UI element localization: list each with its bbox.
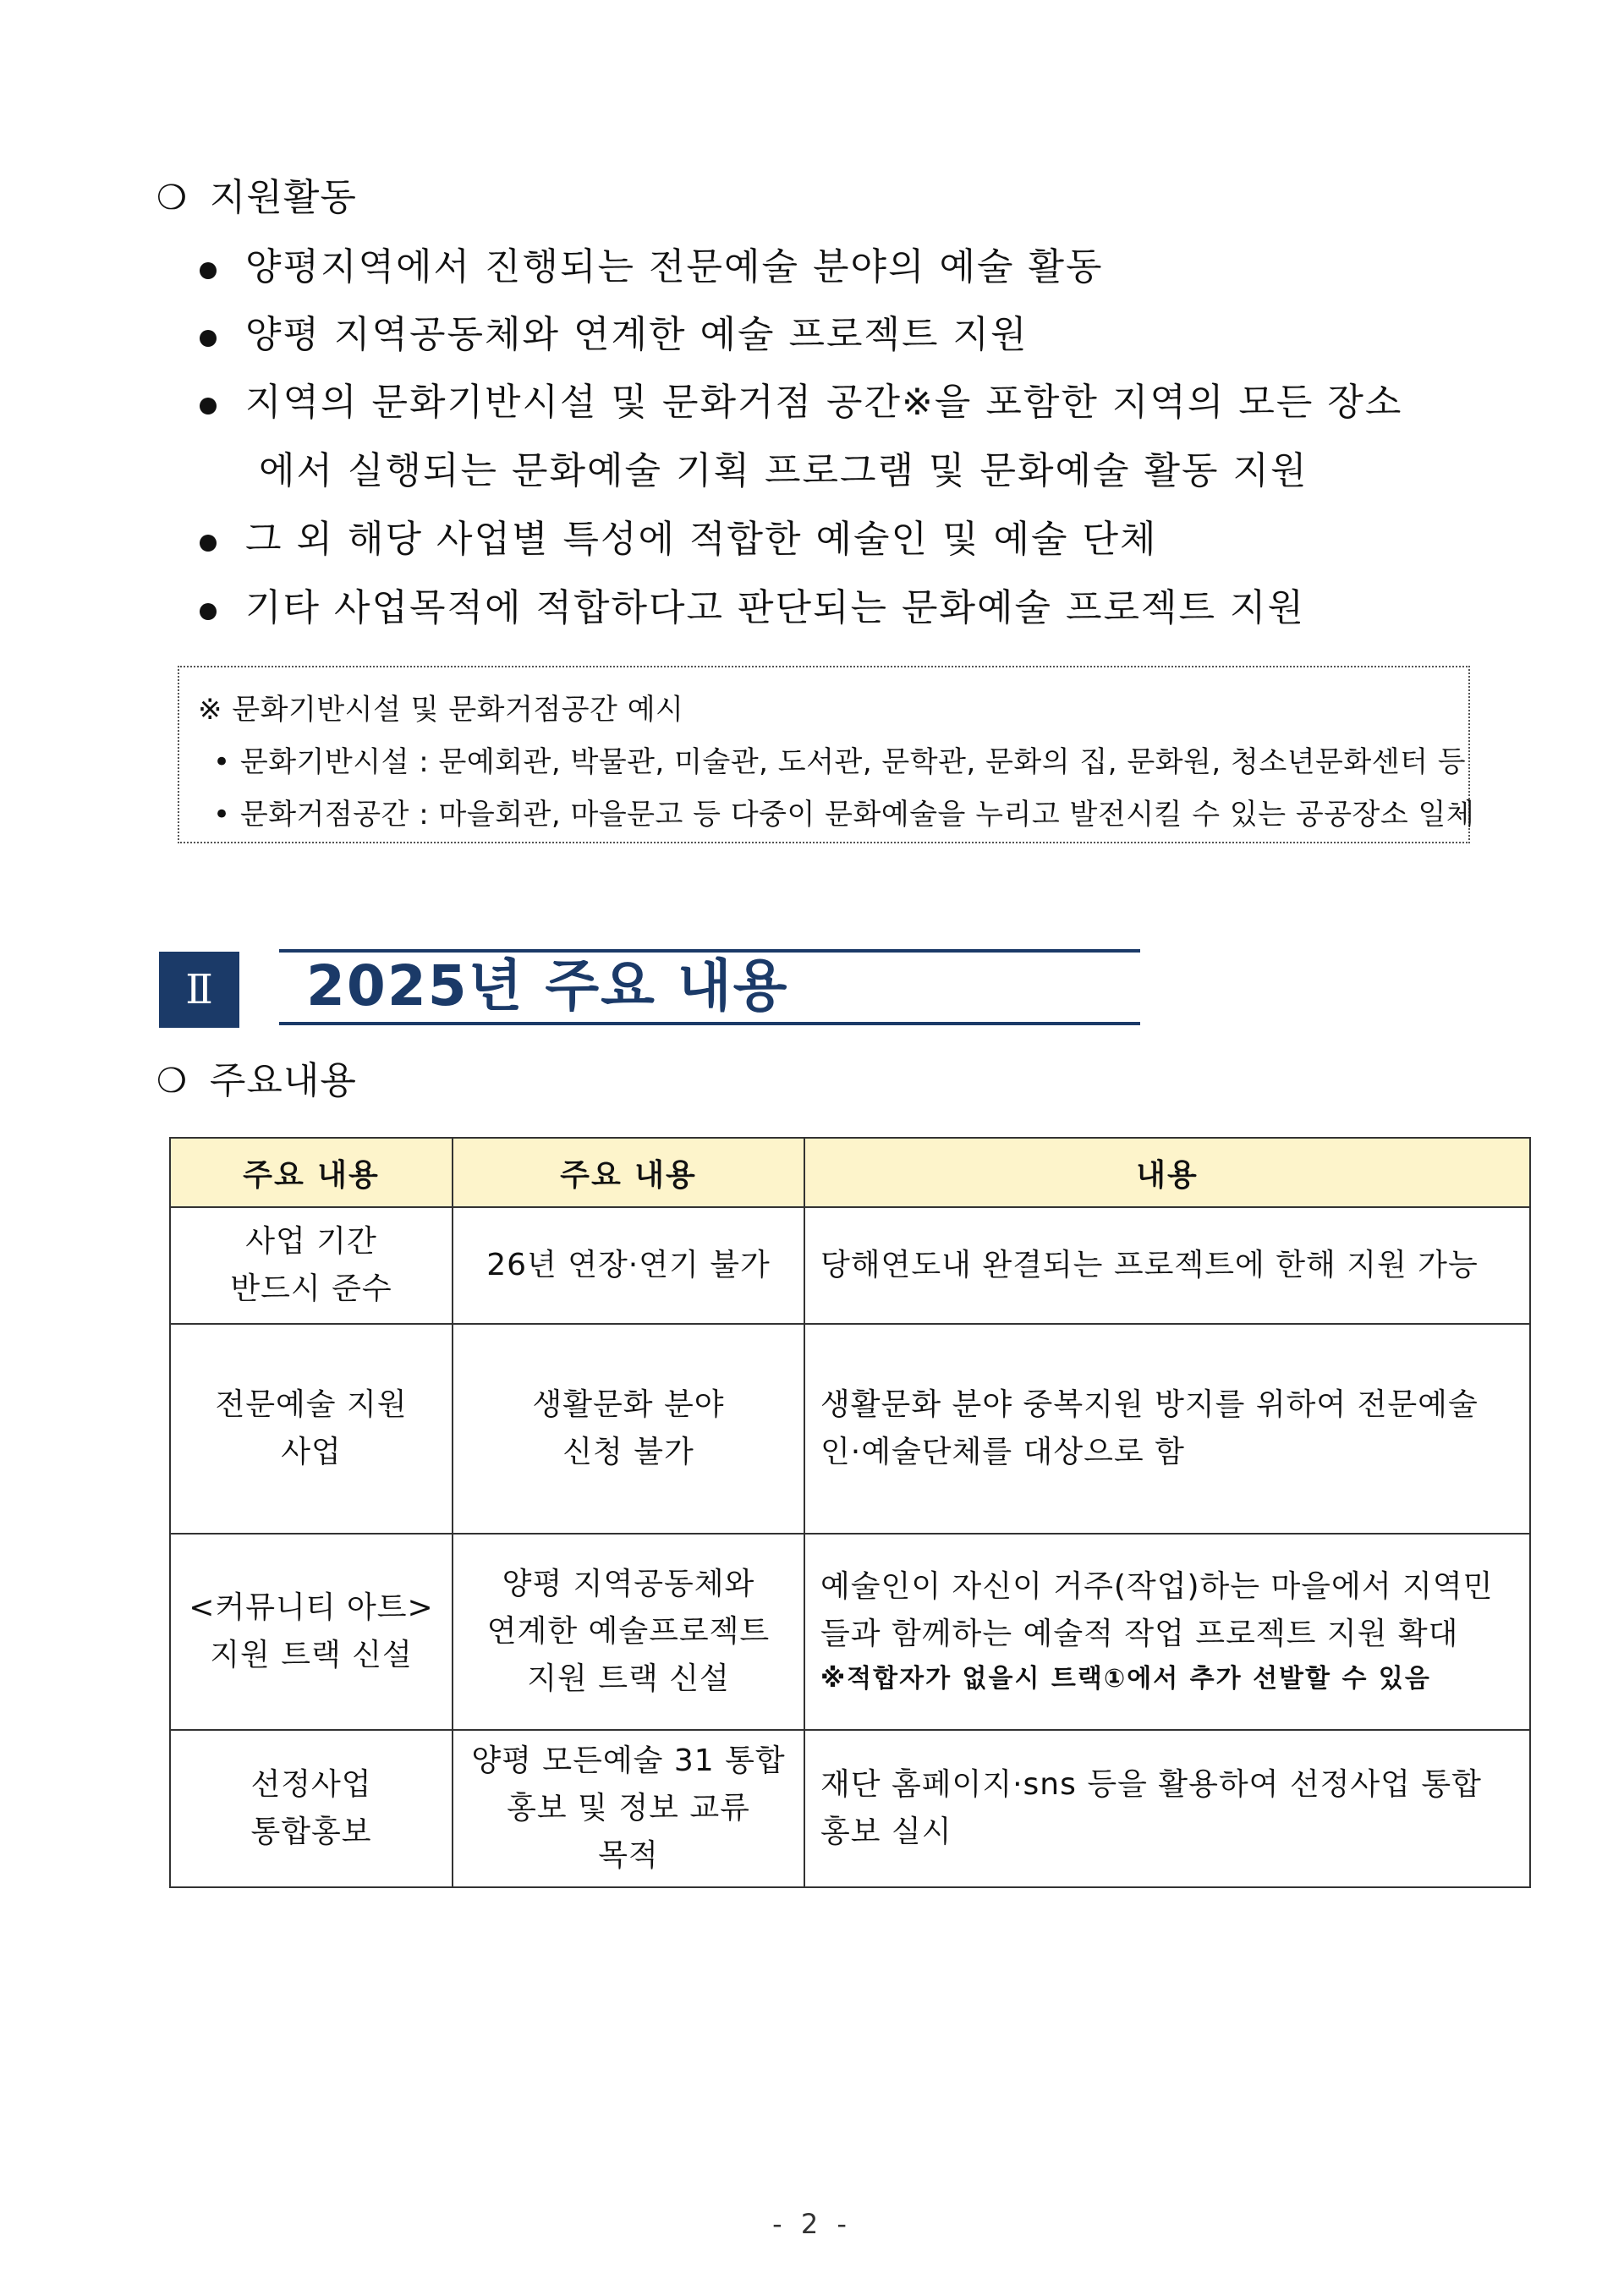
- table-header-row: [170, 1138, 1530, 1207]
- table-header-cell: 내용: [804, 1138, 1530, 1207]
- cell-line: 지원 트랙 신설: [527, 1661, 730, 1696]
- support-bullet-5: [200, 586, 1305, 631]
- cell-line: 양평 모든예술 31 통합: [471, 1743, 786, 1778]
- table-row: [170, 1324, 1530, 1534]
- main-content-heading: [156, 1059, 357, 1102]
- bullet-text: 양평 지역공동체와 연계한 예술 프로젝트 지원: [245, 313, 1029, 356]
- bullet-dot-icon: [200, 398, 217, 415]
- cell-line: 홍보 실시: [820, 1815, 952, 1849]
- cell-line: 통합홍보: [250, 1815, 372, 1849]
- cell-line: 사업: [281, 1435, 342, 1469]
- support-bullet-4: [200, 518, 1157, 563]
- cell-line: 생활문화 분야 중복지원 방지를 위하여 전문예술: [820, 1387, 1479, 1422]
- table-row: [170, 1534, 1530, 1730]
- note-line-facilities: • 문화기반시설 : 문예회관, 박물관, 미술관, 도서관, 문학관, 문화의 집, 문화원, 청소년문화센터 등: [213, 745, 1467, 779]
- note-line-hubs: • 문화거점공간 : 마을회관, 마을문고 등 다중이 문화예술을 누리고 발전시킬 수 있는 공공장소 일체: [213, 798, 1475, 832]
- cell-line: 예술인이 자신이 거주(작업)하는 마을에서 지역민: [820, 1569, 1494, 1604]
- cell-line: 지원 트랙 신설: [210, 1638, 413, 1672]
- banner-top-rule: [279, 949, 1140, 953]
- cell-line: 사업 기간: [245, 1224, 377, 1259]
- support-bullet-1: [200, 245, 1104, 290]
- banner-bottom-rule: [279, 1022, 1140, 1025]
- cell-note: ※적합자가 없을시 트랙①에서 추가 선발할 수 있음: [820, 1664, 1431, 1694]
- cell-line: 전문예술 지원: [215, 1387, 408, 1422]
- cell-line: 인·예술단체를 대상으로 함: [820, 1435, 1185, 1469]
- bullet-dot-icon: [200, 535, 217, 552]
- cell-line: 반드시 준수: [230, 1271, 392, 1306]
- page-number: - 2 -: [772, 2208, 852, 2240]
- cell-line: 양평 지역공동체와: [502, 1567, 755, 1601]
- bullet-dot-icon: [200, 262, 217, 279]
- support-bullet-3: [200, 381, 1402, 426]
- support-section-heading: [156, 176, 357, 219]
- section-number-badge: Ⅱ: [159, 952, 239, 1028]
- support-bullet-2: [200, 313, 1029, 358]
- cell-line: 들과 함께하는 예술적 작업 프로젝트 지원 확대: [820, 1617, 1459, 1651]
- table-cell-category: [170, 1324, 453, 1534]
- section-title: 2025년 주요 내용: [306, 953, 789, 1018]
- bullet-dot-icon: [200, 330, 217, 347]
- table-cell-category: [170, 1207, 453, 1324]
- example-note-box: [178, 666, 1475, 843]
- table-cell-summary: [453, 1730, 804, 1887]
- cell-line: 홍보 및 정보 교류: [507, 1791, 750, 1826]
- table-cell-detail: [804, 1730, 1530, 1887]
- cell-line: 목적: [598, 1838, 659, 1873]
- bullet-text: 양평지역에서 진행되는 전문예술 분야의 예술 활동: [245, 245, 1104, 288]
- table-cell-summary: [453, 1534, 804, 1730]
- table-row: [170, 1207, 1530, 1324]
- table-cell-category: [170, 1534, 453, 1730]
- cell-line: 26년 연장·연기 불가: [486, 1248, 771, 1282]
- table-header-cell: 주요 내용: [170, 1138, 453, 1207]
- table-cell-detail: [804, 1207, 1530, 1324]
- table-cell-detail: [804, 1324, 1530, 1534]
- main-content-subtitle: 주요내용: [209, 1059, 357, 1102]
- table-cell-summary: [453, 1324, 804, 1534]
- bullet-dot-icon: [200, 603, 217, 620]
- cell-line: 신청 불가: [562, 1435, 694, 1469]
- bullet-text: 그 외 해당 사업별 특성에 적합한 예술인 및 예술 단체: [245, 518, 1158, 561]
- table-cell-category: [170, 1730, 453, 1887]
- circle-bullet-icon: ❍: [156, 178, 188, 217]
- cell-line: 생활문화 분야: [532, 1387, 725, 1422]
- table-header-cell: 주요 내용: [453, 1138, 804, 1207]
- cell-line: 당해연도내 완결되는 프로젝트에 한해 지원 가능: [820, 1248, 1479, 1282]
- note-title: ※ 문화기반시설 및 문화거점공간 예시: [198, 693, 684, 727]
- bullet-text: 기타 사업목적에 적합하다고 판단되는 문화예술 프로젝트 지원: [245, 586, 1306, 629]
- cell-line: <커뮤니티 아트>: [189, 1590, 434, 1625]
- cell-line: 연계한 예술프로젝트: [486, 1614, 771, 1649]
- cell-line: 재단 홈페이지·sns 등을 활용하여 선정사업 통합: [820, 1767, 1482, 1802]
- table-cell-summary: [453, 1207, 804, 1324]
- circle-bullet-icon: ❍: [156, 1062, 188, 1101]
- support-bullet-3-continued: [259, 449, 1309, 494]
- cell-line: 선정사업: [250, 1767, 372, 1802]
- table-cell-detail: [804, 1534, 1530, 1730]
- table-row: [170, 1730, 1530, 1887]
- support-section-title: 지원활동: [209, 176, 357, 219]
- main-content-table: [169, 1137, 1531, 1888]
- bullet-text: 지역의 문화기반시설 및 문화거점 공간※을 포함한 지역의 모든 장소: [245, 381, 1403, 424]
- bullet-text: 에서 실행되는 문화예술 기획 프로그램 및 문화예술 활동 지원: [259, 449, 1309, 492]
